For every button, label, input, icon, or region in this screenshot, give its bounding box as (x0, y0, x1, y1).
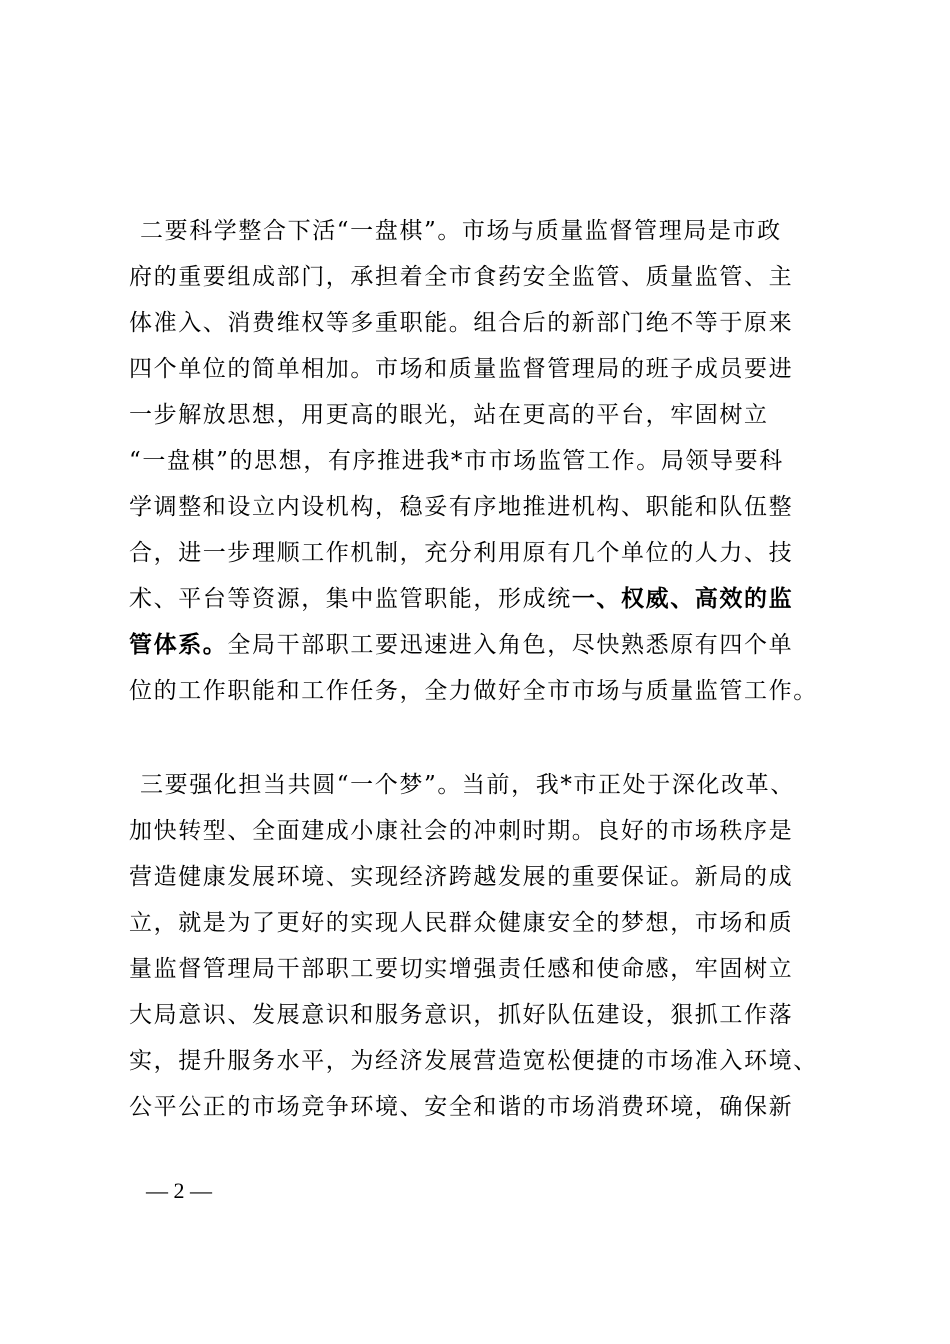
paragraph-1-line-10 (129, 630, 839, 660)
paragraph-1-line-1: 二要科学整合下活“一盘棋”。市场与质量监督管理局是市政 (140, 218, 782, 244)
paragraph-2-line-5: 量监督管理局干部职工要切实增强责任感和使命感，牢固树立 (129, 956, 794, 982)
paragraph-1-line-10-bold: 管体系。 (129, 632, 228, 658)
paragraph-1-line-9 (129, 584, 839, 614)
paragraph-2-line-3: 营造健康发展环境、实现经济跨越发展的重要保证。新局的成 (129, 864, 794, 890)
page-number: — 2 — (146, 1178, 212, 1203)
paragraph-2-line-7: 实，提升服务水平，为经济发展营造宽松便捷的市场准入环境、 (129, 1048, 818, 1074)
paragraph-2-line-2: 加快转型、全面建成小康社会的冲刺时期。良好的市场秩序是 (129, 818, 794, 844)
paragraph-2-line-4: 立，就是为了更好的实现人民群众健康安全的梦想，市场和质 (129, 910, 794, 936)
paragraph-1-line-4: 四个单位的简单相加。市场和质量监督管理局的班子成员要进 (129, 356, 794, 382)
paragraph-2-line-1: 三要强化担当共圆“一个梦”。当前，我*市正处于深化改革、 (140, 772, 795, 798)
paragraph-1-line-3: 体准入、消费维权等多重职能。组合后的新部门绝不等于原来 (129, 310, 794, 336)
paragraph-2-line-8: 公平公正的市场竞争环境、安全和谐的市场消费环境，确保新 (129, 1094, 794, 1120)
paragraph-2-line-6: 大局意识、发展意识和服务意识，抓好队伍建设，狠抓工作落 (129, 1002, 794, 1028)
paragraph-1-line-5: 一步解放思想，用更高的眼光，站在更高的平台，牢固树立 (129, 402, 769, 428)
paragraph-1-line-2: 府的重要组成部门，承担着全市食药安全监管、质量监管、主 (129, 264, 794, 290)
paragraph-1-line-9-text: 术、平台等资源，集中监管职能，形成统 (129, 586, 572, 612)
paragraph-1-line-7: 学调整和设立内设机构，稳妥有序地推进机构、职能和队伍整 (129, 494, 794, 520)
paragraph-1-line-8: 合，进一步理顺工作机制，充分利用原有几个单位的人力、技 (129, 540, 794, 566)
paragraph-1-line-11: 位的工作职能和工作任务，全力做好全市市场与质量监管工作。 (129, 678, 818, 704)
paragraph-1-line-9-bold: 一、权威、高效的监 (571, 586, 794, 612)
paragraph-1-line-10-text: 全局干部职工要迅速进入角色，尽快熟悉原有四个单 (227, 632, 794, 658)
paragraph-1-line-6: “一盘棋”的思想，有序推进我*市市场监管工作。局领导要科 (129, 448, 784, 474)
